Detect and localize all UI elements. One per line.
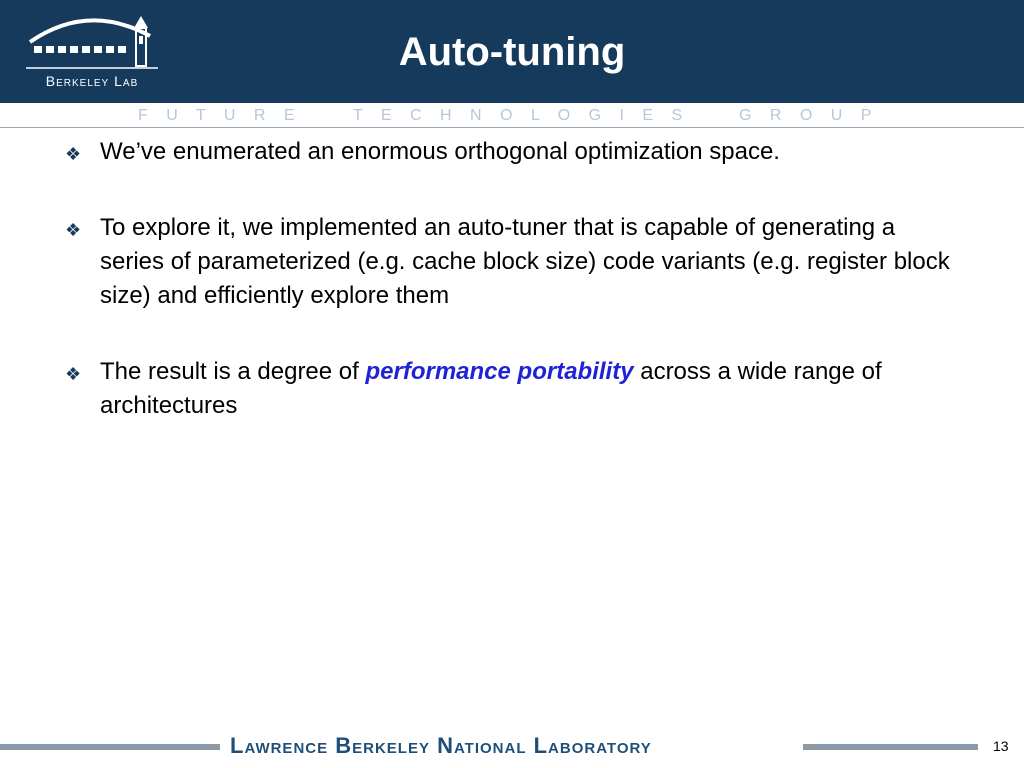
tagline-bar <box>0 103 1024 128</box>
footer-divider-right <box>803 744 978 750</box>
bullet-text: We’ve enumerated an enormous orthogonal optimization space. <box>100 138 780 165</box>
bullet-text-after: across a wide range of architectures <box>100 358 882 419</box>
slide-content <box>60 135 960 465</box>
bullet-item <box>60 135 960 169</box>
tagline-word-future: F U T U R E <box>138 107 302 124</box>
slide-header <box>0 0 1024 103</box>
slide-title: Auto-tuning <box>398 30 626 74</box>
logo-text: Berkeley Lab <box>45 73 139 89</box>
bullet-item <box>60 355 960 423</box>
footer-divider-left <box>0 744 220 750</box>
tagline-word-technologies: T E C H N O L O G I E S <box>353 107 690 124</box>
diamond-bullet-icon: ❖ <box>65 220 82 240</box>
bullet-item <box>60 211 960 313</box>
diamond-bullet-icon: ❖ <box>65 144 82 164</box>
tagline-word-group: G R O U P <box>739 107 879 124</box>
bullet-text-before: The result is a degree of <box>100 358 366 385</box>
highlight-text: performance portability <box>365 358 634 385</box>
footer-lab-name: Lawrence Berkeley National Laboratory <box>230 733 652 758</box>
diamond-bullet-icon: ❖ <box>65 364 82 384</box>
page-number: 13 <box>993 738 1009 754</box>
tagline <box>0 104 1024 128</box>
bullet-text: To explore it, we implemented an auto-tuner that is capable of generating a series of parameterized (e.g. cache block size) code variants (e.g. register block size) and efficiently explore them <box>100 214 950 309</box>
